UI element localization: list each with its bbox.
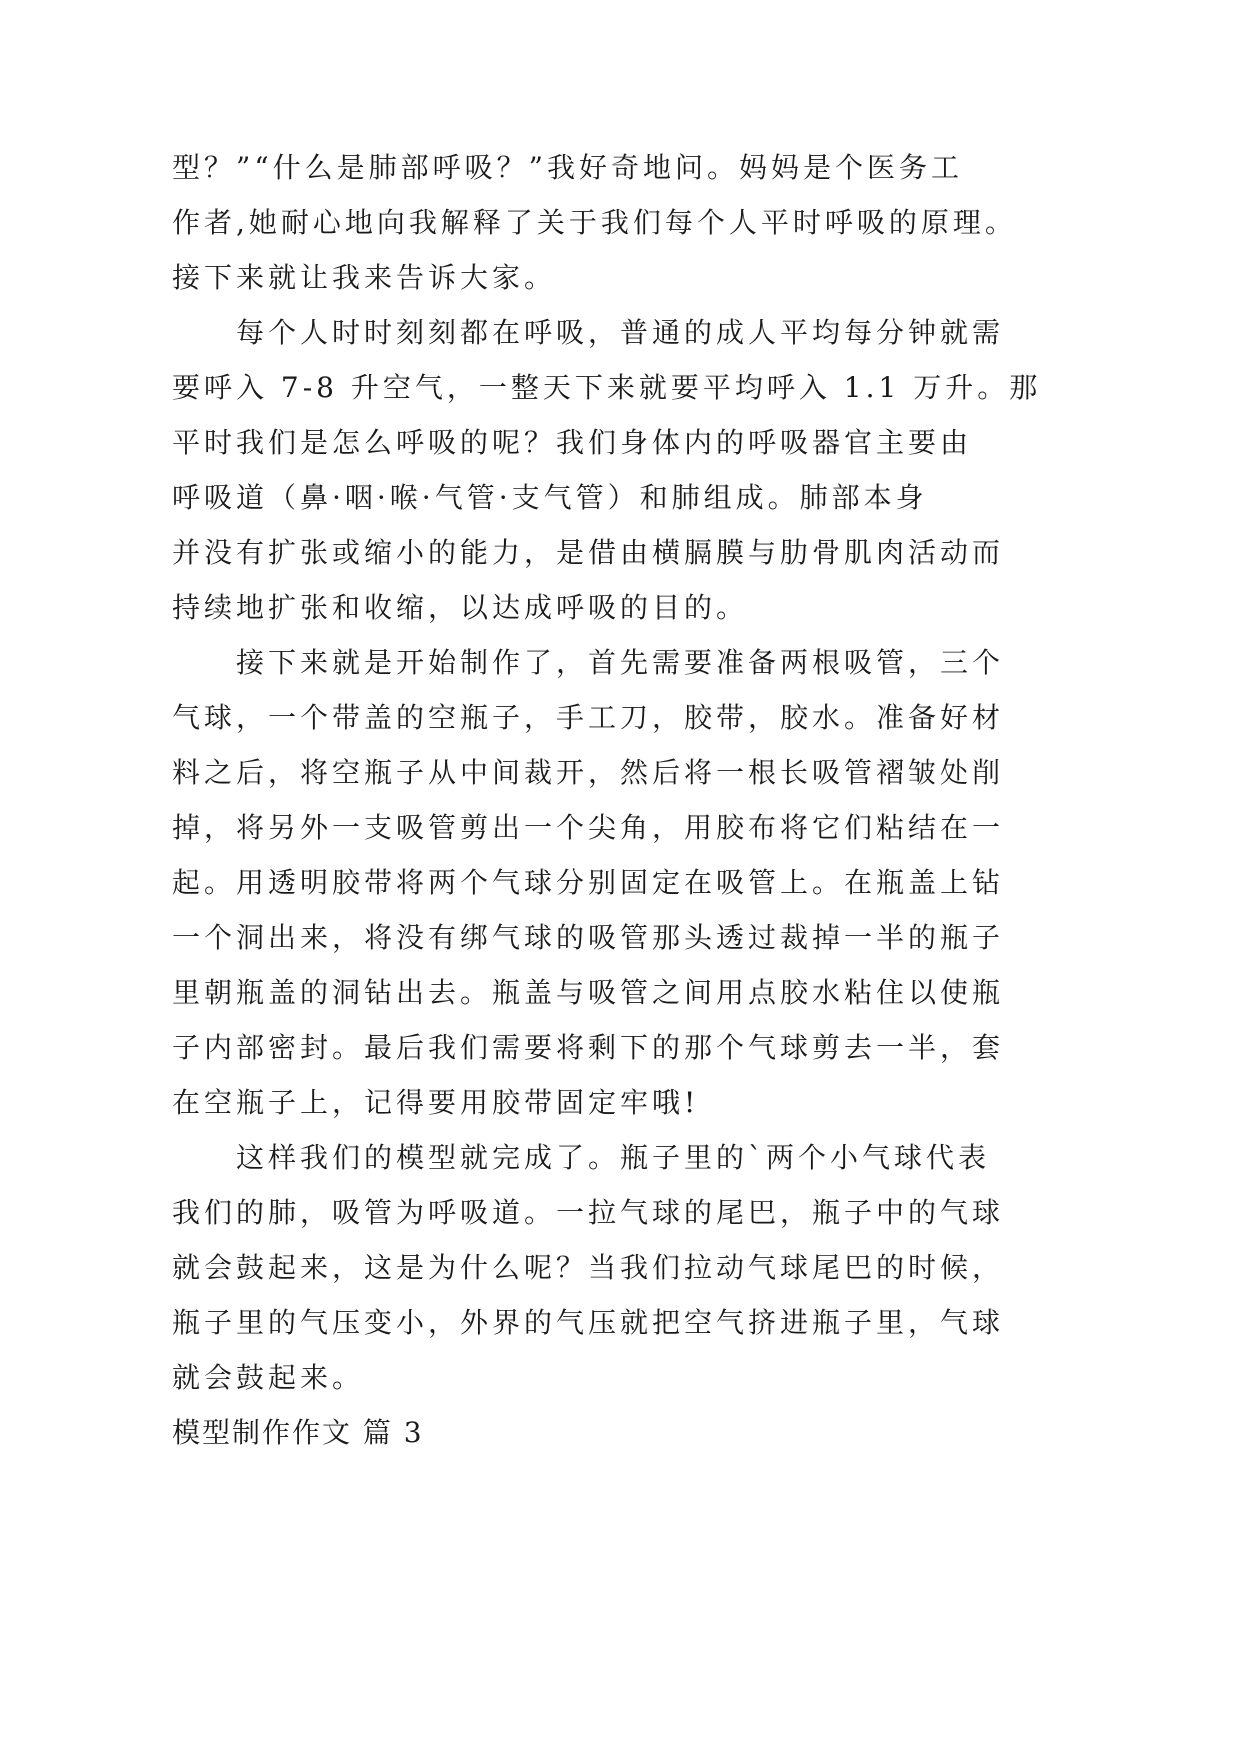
text-line: 子内部密封。最后我们需要将剩下的那个气球剪去一半，套 bbox=[172, 1031, 1005, 1064]
text-line: 掉，将另外一支吸管剪出一个尖角，用胶布将它们粘结在一 bbox=[172, 811, 1005, 844]
text-line: 我们的肺，吸管为呼吸道。一拉气球的尾巴，瓶子中的气球 bbox=[172, 1196, 1005, 1229]
text-line: 在空瓶子上，记得要用胶带固定牢哦! bbox=[172, 1086, 700, 1119]
text-line: 型？”“什么是肺部呼吸？”我好奇地问。妈妈是个医务工 bbox=[172, 151, 963, 184]
text-line: 一个洞出来，将没有绑气球的吸管那头透过裁掉一半的瓶子 bbox=[172, 921, 1005, 954]
text-line: 要呼入 7-8 升空气，一整天下来就要平均呼入 1.1 万升。那 bbox=[172, 371, 1042, 404]
text-line: 这样我们的模型就完成了。瓶子里的`两个小气球代表 bbox=[236, 1141, 991, 1174]
text-line: 气球，一个带盖的空瓶子，手工刀，胶带，胶水。准备好材 bbox=[172, 701, 1005, 734]
text-line: 就会鼓起来，这是为什么呢？当我们拉动气球尾巴的时候， bbox=[172, 1251, 1005, 1284]
text-line: 里朝瓶盖的洞钻出去。瓶盖与吸管之间用点胶水粘住以使瓶 bbox=[172, 976, 1005, 1009]
text-line: 接下来就让我来告诉大家。 bbox=[172, 261, 557, 294]
text-line: 每个人时时刻刻都在呼吸，普通的成人平均每分钟就需 bbox=[236, 316, 1005, 349]
text-line: 就会鼓起来。 bbox=[172, 1361, 365, 1394]
text-line: 持续地扩张和收缩，以达成呼吸的目的。 bbox=[172, 591, 749, 624]
text-line: 瓶子里的气压变小，外界的气压就把空气挤进瓶子里，气球 bbox=[172, 1306, 1005, 1339]
text-line: 料之后，将空瓶子从中间裁开，然后将一根长吸管褶皱处削 bbox=[172, 756, 1005, 789]
text-line: 起。用透明胶带将两个气球分别固定在吸管上。在瓶盖上钻 bbox=[172, 866, 1005, 899]
text-line: 并没有扩张或缩小的能力，是借由横膈膜与肋骨肌肉活动而 bbox=[172, 536, 1005, 569]
section-heading: 模型制作作文 篇 3 bbox=[172, 1416, 424, 1449]
text-line: 接下来就是开始制作了，首先需要准备两根吸管，三个 bbox=[236, 646, 1005, 679]
body-text bbox=[172, 140, 1042, 1460]
text-line: 呼吸道（鼻·咽·喉·气管·支气管）和肺组成。肺部本身 bbox=[172, 481, 928, 514]
text-line: 平时我们是怎么呼吸的呢？我们身体内的呼吸器官主要由 bbox=[172, 426, 973, 459]
text-line: 作者,她耐心地向我解释了关于我们每个人平时呼吸的原理。 bbox=[172, 206, 1017, 239]
